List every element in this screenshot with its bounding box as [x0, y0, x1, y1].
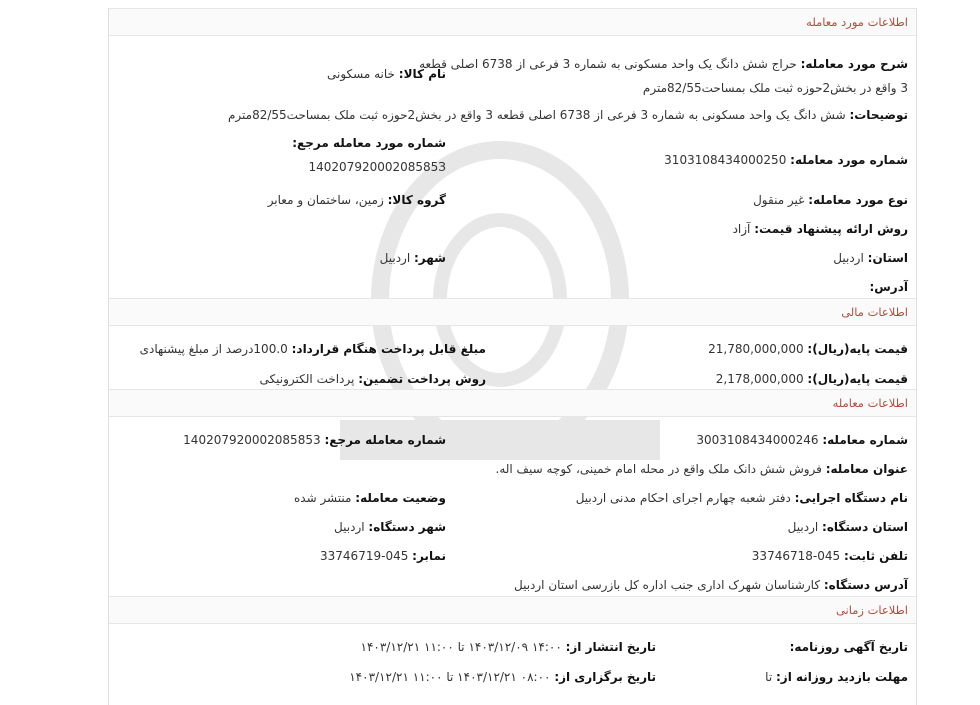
org-province-label: استان دستگاه: — [822, 520, 908, 534]
publish-date — [361, 638, 656, 656]
item-city-value: اردبیل — [379, 251, 411, 265]
section-header-deal: اطلاعات معامله — [109, 389, 916, 417]
base-price-2 — [716, 370, 908, 388]
item-type-label: نوع مورد معامله: — [808, 193, 908, 207]
item-type-value: غیر منقول — [753, 193, 805, 207]
org-phone-label: تلفن ثابت: — [843, 549, 908, 563]
contract-payment — [140, 340, 486, 358]
deal-number-value: 3003108434000246 — [696, 433, 819, 447]
deal-number — [696, 431, 908, 449]
org-phone-value: 045-33746718 — [751, 549, 841, 563]
base-price-label: قیمت پایه(ریال): — [807, 342, 908, 356]
contract-payment-label: مبلغ قابل پرداخت هنگام قرارداد: — [291, 342, 486, 356]
publish-date-value: ۱۴:۰۰ ۱۴۰۳/۱۲/۰۹ تا ۱۱:۰۰ ۱۴۰۳/۱۲/۲۱ — [360, 640, 562, 654]
pricing-method — [733, 220, 908, 238]
deal-status-value: منتشر شده — [293, 491, 352, 505]
base-price-2-label: قیمت پایه(ریال): — [807, 372, 908, 386]
item-notes-value: شش دانگ یک واحد مسکونی به شماره 3 فرعی از 6738 اصلی قطعه 3 واقع در بخش2حوزه ثبت ملک بمساحت82/55مترم — [227, 108, 846, 122]
org-fax-value: 045-33746719 — [320, 549, 409, 563]
goods-group-label: گروه کالا: — [387, 193, 446, 207]
daily-visit-label: مهلت بازدید روزانه از: — [776, 670, 908, 684]
org-address-label: آدرس دستگاه: — [823, 578, 908, 592]
org-address-value: کارشناسان شهرک اداری جنب اداره کل بازرسی استان اردبیل — [513, 578, 821, 592]
pricing-method-label: روش ارائه پیشنهاد قیمت: — [754, 222, 908, 236]
item-address-label: آدرس: — [869, 280, 908, 294]
deal-ref-number-value: 140207920002085853 — [183, 433, 321, 447]
newspaper-date-label: تاریخ آگهی روزنامه: — [789, 640, 908, 654]
org-city — [334, 518, 446, 536]
item-city-label: شهر: — [414, 251, 446, 265]
item-ref-number — [292, 134, 446, 176]
item-ref-number-value: 14020792000208585З — [308, 160, 446, 174]
guarantee-method-value: پرداخت الکترونیکی — [259, 372, 355, 386]
goods-group — [268, 191, 446, 209]
deal-ref-number-label: شماره معامله مرجع: — [324, 433, 446, 447]
item-ref-number-label: شماره مورد معامله مرجع: — [292, 136, 446, 150]
item-province-value: اردبیل — [833, 251, 864, 265]
item-address — [869, 278, 908, 296]
hold-date — [349, 668, 656, 686]
deal-title-label: عنوان معامله: — [825, 462, 908, 476]
deal-status — [294, 489, 446, 507]
item-type — [753, 191, 908, 209]
daily-visit-value: تا — [765, 670, 773, 684]
org-city-label: شهر دستگاه: — [368, 520, 446, 534]
base-price — [708, 340, 908, 358]
executing-org — [576, 489, 908, 507]
org-fax — [320, 547, 446, 565]
contract-payment-value: 100.0درصد از مبلغ پیشنهادی — [139, 342, 288, 356]
item-description-value: حراج شش دانگ یک واحد مسکونی به شماره 3 فرعی از 6738 اصلی قطعه 3 واقع در بخش2حوزه ثبت ملک بمساحت82/55مترم — [419, 57, 908, 95]
section-header-financial: اطلاعات مالی — [109, 298, 916, 326]
item-description-label: شرح مورد معامله: — [800, 57, 908, 71]
item-notes-label: توضیحات: — [849, 108, 908, 122]
goods-name-value: خانه مسکونی — [327, 67, 395, 81]
daily-visit — [765, 668, 908, 686]
deal-details-panel — [108, 8, 917, 705]
guarantee-method-label: روش پرداخت تضمین: — [358, 372, 486, 386]
goods-name-label: نام کالا: — [398, 67, 446, 81]
item-number-label: شماره مورد معامله: — [790, 153, 908, 167]
newspaper-date — [790, 638, 908, 656]
org-phone — [752, 547, 908, 565]
pricing-method-value: آزاد — [732, 222, 751, 236]
deal-title — [496, 460, 909, 478]
deal-status-label: وضعیت معامله: — [355, 491, 446, 505]
item-description — [418, 52, 908, 100]
section-header-item-info: اطلاعات مورد معامله — [109, 8, 916, 36]
hold-date-value: ۰۸:۰۰ ۱۴۰۳/۱۲/۲۱ تا ۱۱:۰۰ ۱۴۰۳/۱۲/۲۱ — [349, 670, 551, 684]
item-notes — [228, 106, 908, 124]
org-fax-label: نمابر: — [412, 549, 446, 563]
goods-name — [327, 65, 446, 83]
deal-title-value: فروش شش دانک ملک واقع در محله امام خمینی، کوچه سیف اله. — [495, 462, 822, 476]
org-province — [788, 518, 908, 536]
goods-group-value: زمین، ساختمان و معابر — [267, 193, 384, 207]
hold-date-label: تاریخ برگزاری از: — [554, 670, 656, 684]
item-province-label: استان: — [867, 251, 908, 265]
deal-ref-number — [183, 431, 446, 449]
item-number — [664, 151, 908, 169]
section-header-time: اطلاعات زمانی — [109, 596, 916, 624]
deal-number-label: شماره معامله: — [822, 433, 908, 447]
publish-date-label: تاریخ انتشار از: — [565, 640, 656, 654]
item-city — [380, 249, 446, 267]
org-address — [514, 576, 908, 594]
item-number-value: 3103108434000250 — [664, 153, 787, 167]
org-city-value: اردبیل — [334, 520, 365, 534]
base-price-2-value: 2,178,000,000 — [715, 372, 804, 386]
executing-org-label: نام دستگاه اجرایی: — [794, 491, 908, 505]
guarantee-method — [260, 370, 486, 388]
base-price-value: 21,780,000,000 — [708, 342, 804, 356]
executing-org-value: دفتر شعبه چهارم اجرای احکام مدنی اردبیل — [575, 491, 791, 505]
org-province-value: اردبیل — [787, 520, 819, 534]
item-province — [833, 249, 908, 267]
